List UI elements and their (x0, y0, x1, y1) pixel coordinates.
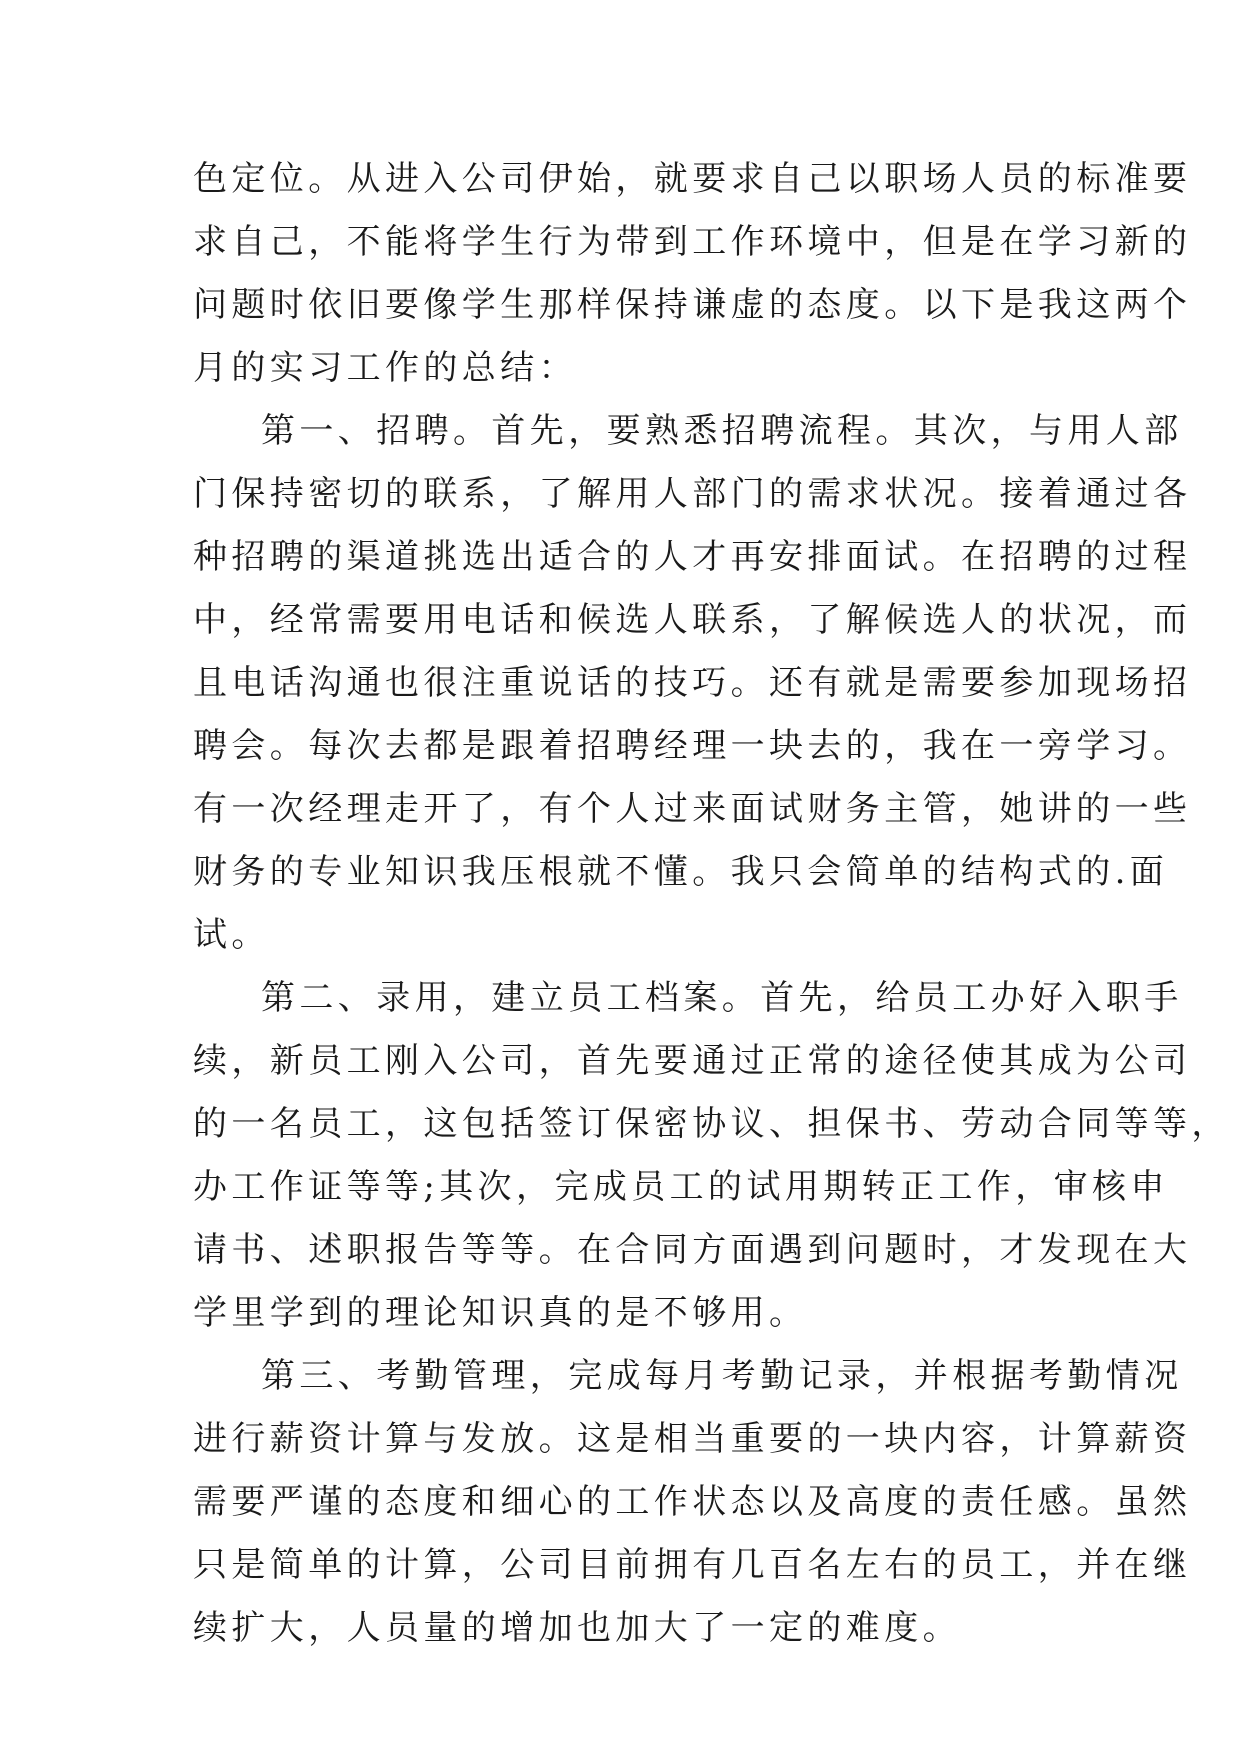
text-line: 续，新员工刚入公司，首先要通过正常的途径使其成为公司 (193, 1041, 1192, 1081)
text-line: 试。 (193, 915, 270, 955)
paragraph-first-line: 第二、录用，建立员工档案。首先，给员工办好入职手 (261, 978, 1183, 1018)
text-line: 请书、述职报告等等。在合同方面遇到问题时，才发现在大 (193, 1230, 1192, 1270)
text-line: 求自己，不能将学生行为带到工作环境中，但是在学习新的 (193, 222, 1192, 262)
text-line: 需要严谨的态度和细心的工作状态以及高度的责任感。虽然 (193, 1482, 1192, 1522)
text-line: 门保持密切的联系，了解用人部门的需求状况。接着通过各 (193, 474, 1192, 514)
text-line: 学里学到的理论知识真的是不够用。 (193, 1293, 808, 1333)
text-line: 色定位。从进入公司伊始，就要求自己以职场人员的标准要 (193, 159, 1192, 199)
text-line: 的一名员工，这包括签订保密协议、担保书、劳动合同等等， (193, 1104, 1230, 1144)
text-line: 续扩大，人员量的增加也加大了一定的难度。 (193, 1608, 961, 1648)
text-line: 有一次经理走开了，有个人过来面试财务主管，她讲的一些 (193, 789, 1192, 829)
text-line: 进行薪资计算与发放。这是相当重要的一块内容，计算薪资 (193, 1419, 1192, 1459)
text-line: 办工作证等等;其次，完成员工的试用期转正工作，审核申 (193, 1167, 1169, 1207)
text-line: 且电话沟通也很注重说话的技巧。还有就是需要参加现场招 (193, 663, 1192, 703)
text-line: 财务的专业知识我压根就不懂。我只会简单的结构式的.面 (193, 852, 1169, 892)
text-line: 中，经常需要用电话和候选人联系，了解候选人的状况，而 (193, 600, 1192, 640)
text-line: 问题时依旧要像学生那样保持谦虚的态度。以下是我这两个 (193, 285, 1192, 325)
text-line: 聘会。每次去都是跟着招聘经理一块去的，我在一旁学习。 (193, 726, 1192, 766)
text-line: 种招聘的渠道挑选出适合的人才再安排面试。在招聘的过程 (193, 537, 1192, 577)
text-line: 月的实习工作的总结： (193, 348, 577, 388)
paragraph-first-line: 第三、考勤管理，完成每月考勤记录，并根据考勤情况 (261, 1356, 1183, 1396)
paragraph-first-line: 第一、招聘。首先，要熟悉招聘流程。其次，与用人部 (261, 411, 1183, 451)
text-line: 只是简单的计算，公司目前拥有几百名左右的员工，并在继 (193, 1545, 1192, 1585)
body-text (193, 148, 1230, 1660)
